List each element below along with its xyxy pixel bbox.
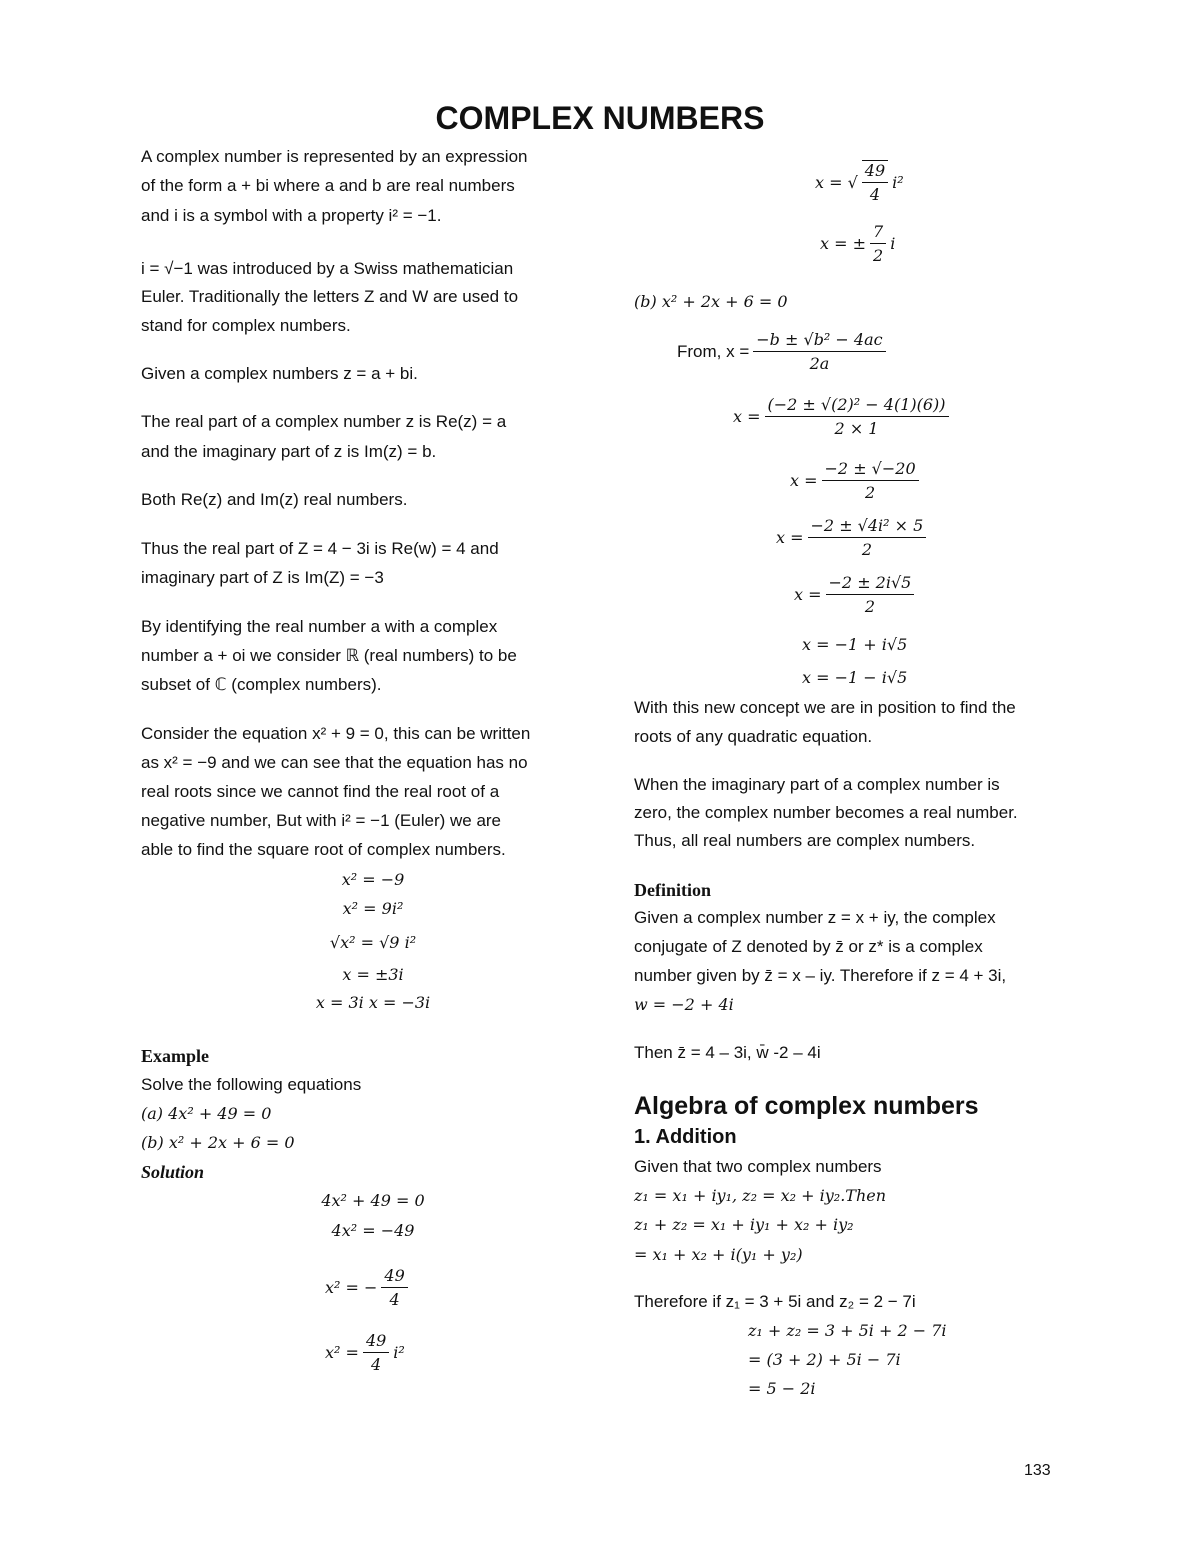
denominator: 2 (864, 597, 876, 616)
identify-line: subset of ℂ (complex numbers). (141, 675, 382, 694)
addition-line: z₁ + z₂ = x₁ + iy₁ + x₂ + iy₂ (634, 1215, 854, 1234)
numerator: 49 (363, 1331, 389, 1353)
denominator: 2a (809, 354, 830, 373)
math-step: x² = −9 (341, 870, 405, 889)
concept-line: With this new concept we are in position to find the (634, 698, 1016, 717)
fraction-lhs: x = √ (815, 172, 858, 192)
addition-line: = x₁ + x₂ + i(y₁ + y₂) (634, 1245, 803, 1264)
page-title: COMPLEX NUMBERS (435, 100, 765, 136)
parts-line: The real part of a complex number z is Re(z) = a (141, 412, 507, 431)
equation-b: (b) x² + 2x + 6 = 0 (141, 1133, 295, 1152)
therefore-line: Therefore if z₁ = 3 + 5i and z₂ = 2 − 7i (634, 1292, 916, 1311)
equation-a: (a) 4x² + 49 = 0 (141, 1104, 272, 1123)
euler-line: i = √−1 was introduced by a Swiss mathematician (141, 259, 514, 278)
fraction-equation (790, 459, 923, 502)
thus-line: Thus the real part of Z = 4 − 3i is Re(w) = 4 and (141, 539, 499, 558)
both-line: Both Re(z) and Im(z) real numbers. (141, 490, 408, 509)
section-heading: Algebra of complex numbers (634, 1092, 979, 1120)
fraction-equation (820, 222, 895, 265)
fraction-lhs: x = ± (820, 234, 867, 253)
denominator: 4 (389, 1290, 400, 1309)
math-step: x = ±3i (342, 965, 404, 984)
intro-line: of the form a + bi where a and b are real numbers (141, 176, 515, 195)
denominator: 2 × 1 (834, 419, 879, 438)
definition-line: w = −2 + 4i (634, 995, 734, 1014)
fraction-rhs: i (890, 234, 896, 253)
identify-line: By identifying the real number a with a complex (141, 617, 498, 636)
consider-line: negative number, But with i² = −1 (Euler) we are (141, 811, 502, 830)
subsection-heading: 1. Addition (634, 1126, 737, 1148)
quadratic-formula (677, 330, 890, 373)
numerator: −2 ± √−20 (822, 459, 919, 481)
fraction-lhs: From, x = (677, 341, 750, 361)
denominator: 4 (371, 1355, 382, 1374)
fraction-equation (733, 395, 953, 438)
thus-line: imaginary part of Z is Im(Z) = −3 (141, 568, 384, 587)
imag-zero-line: When the imaginary part of a complex number is (634, 775, 1000, 794)
fraction-lhs: x = (794, 585, 822, 604)
solution-step: 4x² = −49 (331, 1221, 415, 1240)
definition-heading: Definition (634, 880, 712, 900)
denominator: 2 (861, 540, 873, 559)
math-step: x² = 9i² (342, 899, 404, 918)
example-prompt: Solve the following equations (141, 1075, 362, 1094)
root: x = −1 − i√5 (802, 668, 908, 687)
fraction-lhs: x = (790, 471, 818, 490)
part-b-equation: (b) x² + 2x + 6 = 0 (634, 292, 788, 311)
parts-line: and the imaginary part of z is Im(z) = b. (141, 442, 437, 461)
example-heading: Example (141, 1046, 210, 1066)
math-step: x = 3i x = −3i (315, 993, 431, 1012)
consider-line: able to find the square root of complex numbers. (141, 840, 506, 859)
fraction-lhs: x² = − (325, 1278, 378, 1297)
numerator: 7 (870, 222, 886, 244)
solution-heading: Solution (141, 1162, 205, 1182)
example-step: = 5 − 2i (748, 1379, 816, 1398)
fraction-equation (325, 1266, 412, 1309)
numerator: −b ± √b² − 4ac (753, 330, 885, 352)
addition-line: Given that two complex numbers (634, 1157, 882, 1176)
consider-line: real roots since we cannot find the real root of a (141, 782, 500, 801)
conjugate-result: Then z̄ = 4 – 3i, w̄ -2 – 4i (634, 1043, 821, 1062)
intro-line: and i is a symbol with a property i² = −1. (141, 206, 442, 225)
fraction-rhs: i² (393, 1343, 405, 1362)
given-line: Given a complex numbers z = a + bi. (141, 364, 418, 383)
fraction-equation (815, 160, 904, 204)
imag-zero-line: zero, the complex number becomes a real number. (634, 803, 1018, 822)
addition-line: z₁ = x₁ + iy₁, z₂ = x₂ + iy₂.Then (634, 1186, 887, 1205)
definition-line: number given by z̄ = x – iy. Therefore if z = 4 + 3i, (634, 966, 1007, 985)
example-step: z₁ + z₂ = 3 + 5i + 2 − 7i (748, 1321, 947, 1340)
fraction-equation (794, 573, 918, 616)
denominator: 4 (869, 185, 881, 204)
numerator: −2 ± √4i² × 5 (808, 516, 927, 538)
fraction-rhs: i² (892, 172, 904, 192)
imag-zero-line: Thus, all real numbers are complex numbers. (634, 831, 976, 850)
euler-line: Euler. Traditionally the letters Z and W are used to (141, 287, 519, 306)
numerator: −2 ± 2i√5 (826, 573, 915, 595)
root: x = −1 + i√5 (802, 635, 908, 654)
fraction-lhs: x = (733, 407, 761, 426)
fraction-equation (325, 1331, 405, 1374)
math-step: √x² = √9 i² (329, 933, 417, 952)
consider-line: Consider the equation x² + 9 = 0, this can be written (141, 724, 531, 743)
concept-line: roots of any quadratic equation. (634, 727, 873, 746)
solution-step: 4x² + 49 = 0 (321, 1191, 425, 1210)
definition-line: conjugate of Z denoted by z̄ or z* is a complex (634, 937, 983, 956)
consider-line: as x² = −9 and we can see that the equation has no (141, 753, 528, 772)
denominator: 2 (864, 483, 876, 502)
fraction-equation (776, 516, 930, 559)
euler-line: stand for complex numbers. (141, 316, 351, 335)
intro-line: A complex number is represented by an expression (141, 147, 528, 166)
fraction-lhs: x = (776, 528, 804, 547)
example-step: = (3 + 2) + 5i − 7i (748, 1350, 901, 1369)
denominator: 2 (873, 246, 884, 265)
numerator: 49 (381, 1266, 407, 1288)
numerator: (−2 ± √(2)² − 4(1)(6)) (765, 395, 949, 417)
numerator: 49 (862, 161, 888, 183)
fraction-lhs: x² = (325, 1343, 359, 1362)
definition-line: Given a complex number z = x + iy, the complex (634, 908, 996, 927)
page-number: 133 (1024, 1462, 1051, 1479)
identify-line: number a + oi we consider ℝ (real numbers) to be (141, 646, 517, 665)
